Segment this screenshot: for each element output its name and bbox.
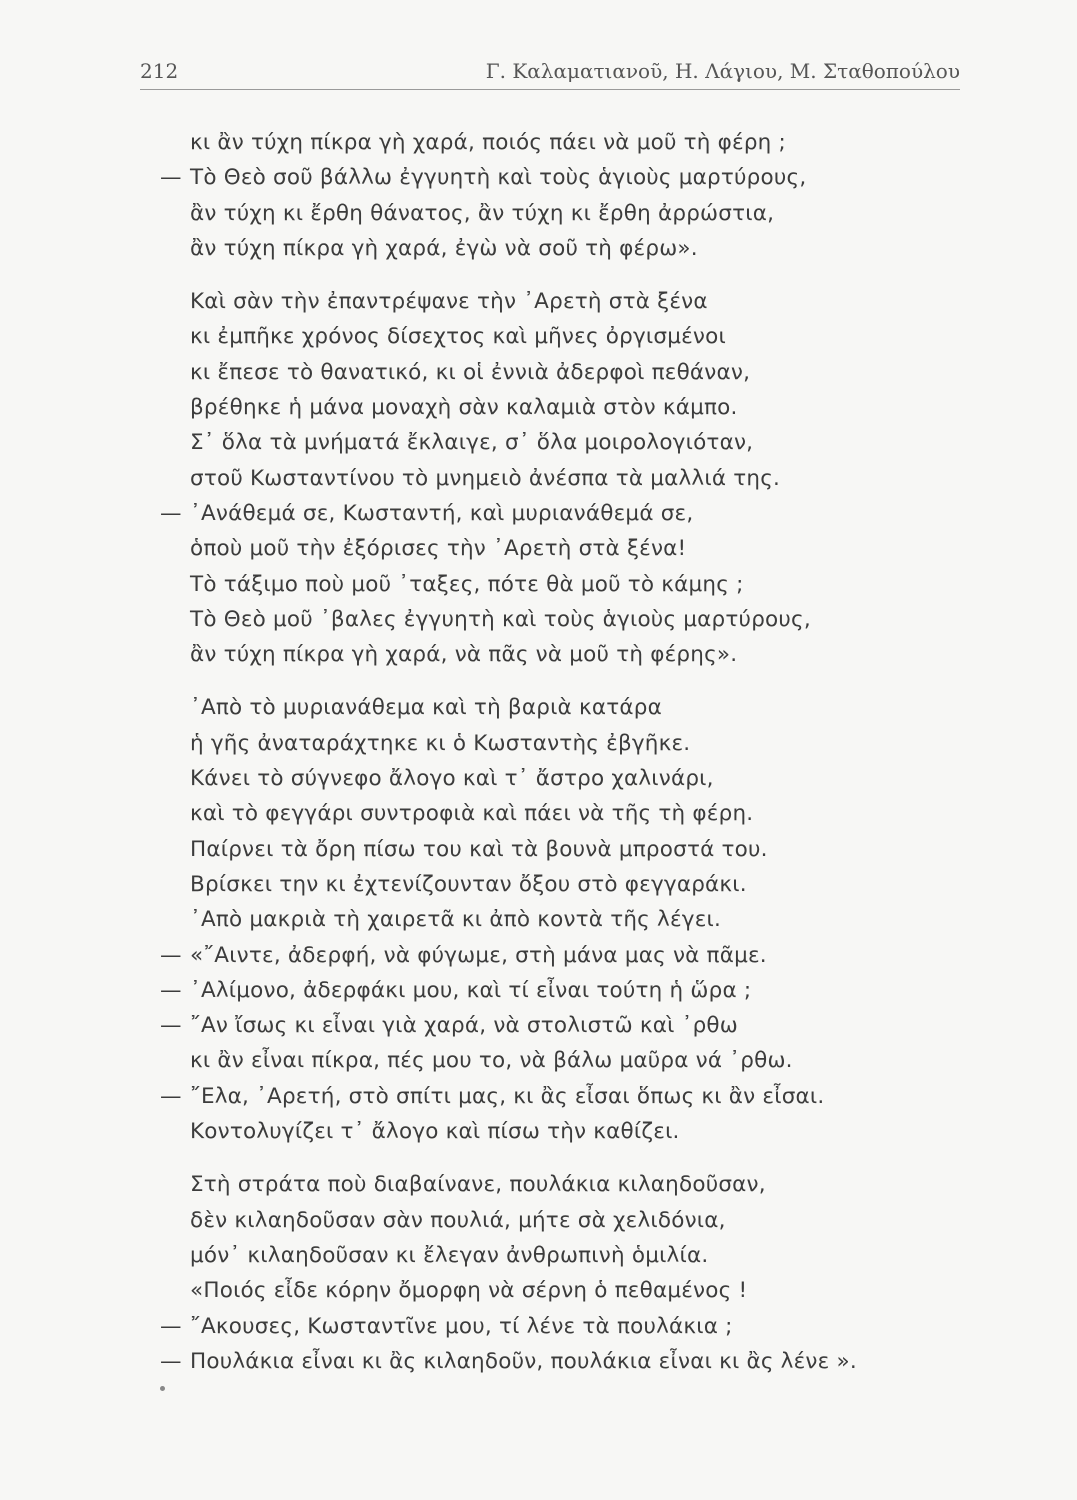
- line-text: δὲν κιλαηδοῦσαν σὰν πουλιά, μήτε σὰ χελιδόνια,: [190, 1207, 726, 1233]
- line-text: Τὸ τάξιμο ποὺ μοῦ ᾿ταξες, πότε θὰ μοῦ τὸ κάμης ;: [190, 571, 744, 597]
- line-text: Κοντολυγίζει τ᾿ ἄλογο καὶ πίσω τὴν καθίζει.: [190, 1119, 680, 1145]
- poem-line: [160, 567, 1020, 602]
- line-text: «῎Αιντε, ἀδερφή, νὰ φύγωμε, στὴ μάνα μας νὰ πᾶμε.: [190, 942, 767, 968]
- line-text: ᾿Αλίμονο, ἀδερφάκι μου, καὶ τί εἶναι τούτη ἡ ὥρα ;: [190, 977, 752, 1003]
- poem-line: [160, 1273, 1020, 1308]
- line-text: Κάνει τὸ σύγνεφο ἄλογο καὶ τ᾿ ἄστρο χαλινάρι,: [190, 766, 714, 792]
- poem-line: [160, 832, 1020, 867]
- poem-line: [160, 355, 1020, 390]
- poem-line: [160, 902, 1020, 937]
- poem-line: [160, 602, 1020, 637]
- poem-line: [160, 196, 1020, 231]
- poem-line: [160, 867, 1020, 902]
- line-text: «Ποιός εἶδε κόρην ὄμορφη νὰ σέρνη ὁ πεθαμένος !: [190, 1278, 748, 1304]
- line-text: Παίρνει τὰ ὄρη πίσω του καὶ τὰ βουνὰ μπροστά του.: [190, 836, 768, 862]
- line-text: ῎Ακουσες, Κωσταντῖνε μου, τί λένε τὰ πουλάκια ;: [190, 1313, 733, 1339]
- line-text: μόν᾿ κιλαηδοῦσαν κι ἔλεγαν ἀνθρωπινὴ ὁμιλία.: [190, 1242, 709, 1268]
- poem-line: [160, 496, 1020, 531]
- line-text: Σ᾿ ὅλα τὰ μνήματά ἔκλαιγε, σ᾿ ὅλα μοιρολογιόταν,: [190, 430, 754, 456]
- line-text: ὁποὺ μοῦ τὴν ἐξόρισες τὴν ᾿Αρετὴ στὰ ξένα!: [190, 536, 687, 562]
- page-number: 212: [140, 59, 179, 83]
- poem-line: [160, 231, 1020, 266]
- poem-line: [160, 461, 1020, 496]
- stanza: [160, 125, 1020, 266]
- dialogue-dash: —: [160, 942, 182, 968]
- stanza: [160, 1167, 1020, 1379]
- line-text: ᾿Απὸ τὸ μυριανάθεμα καὶ τὴ βαριὰ κατάρα: [190, 695, 662, 721]
- line-text: ἂν τύχη πίκρα γὴ χαρά, ἐγὼ νὰ σοῦ τὴ φέρω».: [190, 235, 698, 261]
- poem-line: [160, 319, 1020, 354]
- line-text: βρέθηκε ἡ μάνα μοναχὴ σὰν καλαμιὰ στὸν κάμπο.: [190, 395, 738, 421]
- poem-line: [160, 1203, 1020, 1238]
- poem-line: [160, 1008, 1020, 1043]
- poem-line: [160, 973, 1020, 1008]
- line-text: κι ἂν εἶναι πίκρα, πές μου το, νὰ βάλω μαῦρα νά ᾿ρθω.: [190, 1048, 793, 1074]
- poem-line: [160, 761, 1020, 796]
- dialogue-dash: —: [160, 1013, 182, 1039]
- dialogue-dash: —: [160, 1348, 182, 1374]
- dialogue-dash: —: [160, 500, 182, 526]
- line-text: ᾿Απὸ μακριὰ τὴ χαιρετᾶ κι ἀπὸ κοντὰ τῆς λέγει.: [190, 907, 722, 933]
- poem-line: [160, 1344, 1020, 1379]
- stanza: [160, 690, 1020, 1149]
- line-text: ἡ γῆς ἀναταράχτηκε κι ὁ Κωσταντὴς ἐβγῆκε.: [190, 730, 691, 756]
- running-title: Γ. Καλαματιανοῦ, Η. Λάγιου, Μ. Σταθοπούλου: [485, 59, 960, 83]
- line-text: ᾿Ανάθεμά σε, Κωσταντή, καὶ μυριανάθεμά σε,: [190, 500, 694, 526]
- dialogue-dash: —: [160, 977, 182, 1003]
- line-text: κι ἐμπῆκε χρόνος δίσεχτος καὶ μῆνες ὀργισμένοι: [190, 324, 726, 350]
- dialogue-dash: —: [160, 1313, 182, 1339]
- line-text: Βρίσκει την κι ἐχτενίζουνταν ὄξου στὸ φεγγαράκι.: [190, 871, 747, 897]
- poem-line: [160, 637, 1020, 672]
- poem-line: [160, 390, 1020, 425]
- line-text: Πουλάκια εἶναι κι ἂς κιλαηδοῦν, πουλάκια εἶναι κι ἂς λένε ».: [190, 1348, 857, 1374]
- poem-line: [160, 1167, 1020, 1202]
- dialogue-dash: —: [160, 165, 182, 191]
- dialogue-dash: —: [160, 1083, 182, 1109]
- poem-body: [160, 125, 1020, 1397]
- line-text: Τὸ Θεὸ μοῦ ᾿βαλες ἐγγυητὴ καὶ τοὺς ἁγιοὺς μαρτύρους,: [190, 606, 811, 632]
- page-header: [140, 55, 960, 90]
- line-text: ἂν τύχη πίκρα γὴ χαρά, νὰ πᾶς νὰ μοῦ τὴ φέρης».: [190, 642, 738, 668]
- poem-line: [160, 1114, 1020, 1149]
- stanza: [160, 284, 1020, 672]
- poem-line: [160, 690, 1020, 725]
- poem-line: [160, 796, 1020, 831]
- poem-line: [160, 1079, 1020, 1114]
- line-text: ῎Ελα, ᾿Αρετή, στὸ σπίτι μας, κι ἂς εἶσαι ὅπως κι ἂν εἶσαι.: [190, 1083, 825, 1109]
- poem-line: [160, 726, 1020, 761]
- poem-line: [160, 425, 1020, 460]
- line-text: στοῦ Κωσταντίνου τὸ μνημειὸ ἀνέσπα τὰ μαλλιά της.: [190, 465, 781, 491]
- poem-line: [160, 938, 1020, 973]
- line-text: καὶ τὸ φεγγάρι συντροφιὰ καὶ πάει νὰ τῆς τὴ φέρη.: [190, 801, 754, 827]
- line-text: ῎Αν ἴσως κι εἶναι γιὰ χαρά, νὰ στολιστῶ καὶ ᾿ρθω: [190, 1013, 738, 1039]
- line-text: Στὴ στράτα ποὺ διαβαίνανε, πουλάκια κιλαηδοῦσαν,: [190, 1172, 766, 1198]
- poem-line: [160, 1043, 1020, 1078]
- line-text: ἂν τύχη κι ἔρθη θάνατος, ἂν τύχη κι ἔρθη ἀρρώστια,: [190, 200, 775, 226]
- line-text: κι ἔπεσε τὸ θανατικό, κι οἱ ἐννιὰ ἀδερφοὶ πεθάναν,: [190, 359, 751, 385]
- poem-line: [160, 531, 1020, 566]
- ink-dot: [160, 1386, 165, 1391]
- poem-line: [160, 125, 1020, 160]
- poem-line: [160, 160, 1020, 195]
- line-text: Καὶ σὰν τὴν ἐπαντρέψανε τὴν ᾿Αρετὴ στὰ ξένα: [190, 289, 708, 315]
- poem-line: [160, 284, 1020, 319]
- line-text: κι ἂν τύχη πίκρα γὴ χαρά, ποιός πάει νὰ μοῦ τὴ φέρη ;: [190, 130, 786, 155]
- poem-line: [160, 1309, 1020, 1344]
- line-text: Τὸ Θεὸ σοῦ βάλλω ἐγγυητὴ καὶ τοὺς ἁγιοὺς μαρτύρους,: [190, 165, 807, 191]
- poem-line: [160, 1238, 1020, 1273]
